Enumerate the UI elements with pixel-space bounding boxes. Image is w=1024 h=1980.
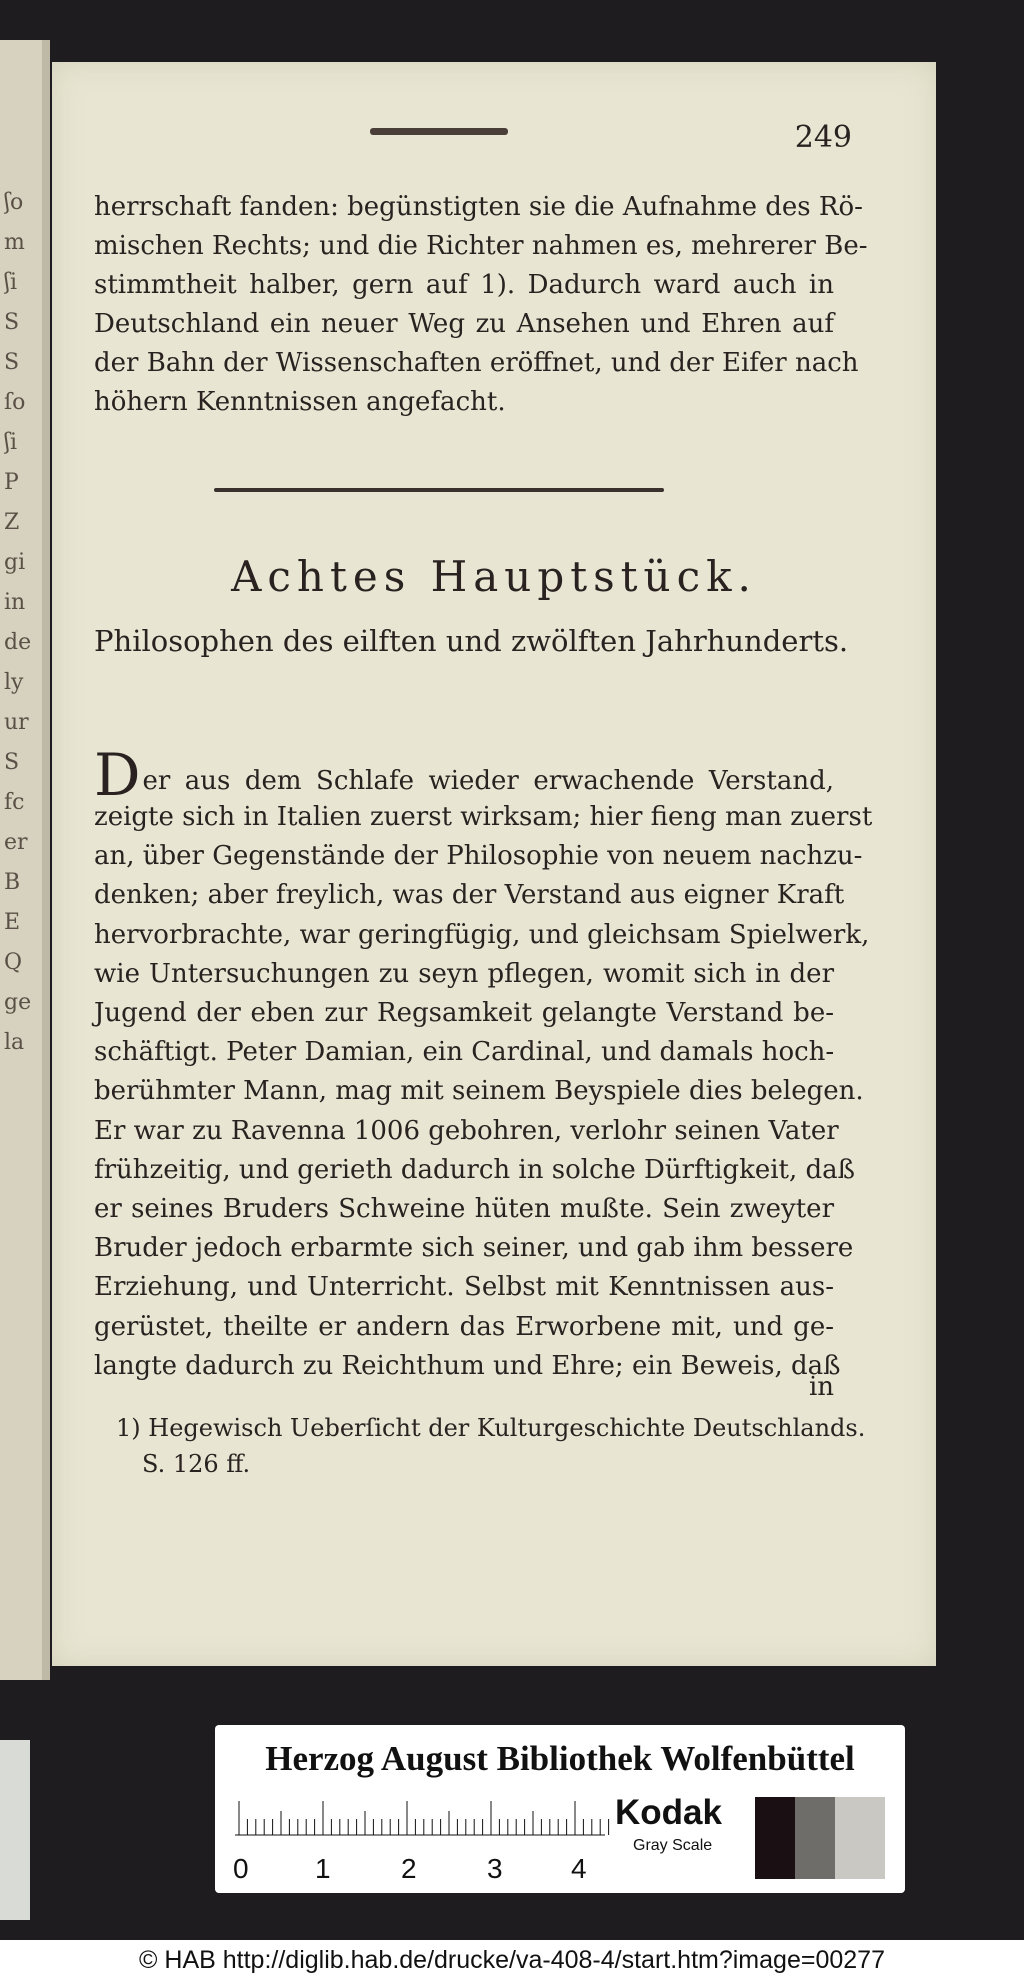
measurement-ruler [235, 1797, 615, 1849]
footnote-reference: S. 126 ff. [142, 1450, 251, 1478]
text-line: stimmtheit halber, gern auf 1). Dadurch ward auch in [94, 270, 834, 300]
header-rule [370, 128, 508, 135]
catchword: in [808, 1372, 834, 1402]
adjacent-page-fragment: S [4, 350, 20, 375]
footnote: 1) Hegewisch Ueberſicht der Kulturgeschichte Deutschlands. [116, 1414, 866, 1442]
text-line: höhern Kenntnissen angefacht. [94, 387, 506, 417]
text-line: hervorbrachte, war geringfügig, und gleichsam Spielwerk, [94, 919, 870, 950]
text-line: mischen Rechts; und die Richter nahmen es, mehrerer Be- [94, 231, 868, 261]
adjacent-page-fragment: la [4, 1030, 25, 1055]
chapter-subtitle: Philosophen des eilften und zwölften Jahrhunderts. [94, 624, 849, 658]
adjacent-page-edge [0, 40, 50, 1680]
color-calibration-card [215, 1725, 905, 1893]
copyright-footer: © HAB http://diglib.hab.de/drucke/va-408-4/start.htm?image=00277 [0, 1940, 1024, 1980]
adjacent-page-fragment: de [4, 630, 32, 655]
text-line: Er war zu Ravenna 1006 gebohren, verlohr seinen Vater [94, 1115, 839, 1146]
text-line: frühzeitig, und gerieth dadurch in solche Dürftigkeit, daß [94, 1154, 856, 1185]
adjacent-page-fragment: er [4, 830, 28, 855]
adjacent-page-fragment: ʃi [4, 430, 18, 455]
adjacent-page-fragment: P [4, 470, 19, 495]
page-number: 249 [794, 120, 852, 155]
text-line: berühmter Mann, mag mit seinem Beyspiele dies belegen. [94, 1076, 864, 1107]
adjacent-page-fragment: in [4, 590, 26, 615]
text-line: der Bahn der Wissenschaften eröffnet, und der Eifer nach [94, 348, 859, 378]
adjacent-page-fragment: ur [4, 710, 29, 735]
adjacent-page-fragment: gi [4, 550, 26, 575]
chapter-title: Achtes Hauptstück. [231, 552, 757, 601]
text-line: schäftigt. Peter Damian, ein Cardinal, und damals hoch- [94, 1037, 835, 1068]
text-line: Bruder jedoch erbarmte sich seiner, und gab ihm bessere [94, 1233, 854, 1264]
first-line-text: er aus dem Schlafe wieder erwachende Verstand, [142, 766, 834, 796]
adjacent-page-fragment: Q [4, 950, 23, 975]
ruler-label: 0 [233, 1853, 249, 1884]
gray-swatch-light [835, 1797, 885, 1879]
adjacent-page-fragment: ʃi [4, 270, 18, 295]
drop-cap: D [94, 741, 141, 809]
ruler-label: 1 [315, 1853, 331, 1884]
gray-swatch-dark [755, 1797, 795, 1879]
text-line: an, über Gegenstände der Philosophie von neuem nachzu- [94, 841, 863, 872]
text-line: Jugend der eben zur Regsamkeit gelangte Verstand be- [94, 998, 834, 1028]
ruler-label: 3 [487, 1853, 503, 1884]
text-line: herrschaft fanden: begünstigten sie die Aufnahme des Rö- [94, 192, 863, 222]
kodak-logo: Kodak [615, 1793, 722, 1832]
text-line: er seines Bruders Schweine hüten mußte. Sein zweyter [94, 1194, 834, 1224]
adjacent-page-fragment: ſo [4, 390, 26, 415]
page-gutter [42, 40, 50, 1680]
gray-scale-label: Gray Scale [633, 1837, 713, 1854]
adjacent-page-fragment: fc [4, 790, 25, 815]
adjacent-page-fragment: S [4, 310, 20, 335]
text-line: denken; aber freylich, was der Verstand aus eigner Kraft [94, 880, 845, 911]
text-line: zeigte sich in Italien zuerst wirksam; hier fieng man zuerst [94, 802, 873, 832]
ruler-label: 2 [401, 1853, 417, 1884]
adjacent-page-fragment: S [4, 750, 20, 775]
text-line: Erziehung, und Unterricht. Selbst mit Kenntnissen aus- [94, 1272, 834, 1303]
text-line: gerüstet, theilte er andern das Erworbene mit, und ge- [94, 1311, 834, 1342]
adjacent-page-fragment: ge [4, 990, 32, 1015]
gray-swatch-mid [795, 1797, 835, 1879]
text-line: langte dadurch zu Reichthum und Ehre; ein Beweis, daß [94, 1350, 841, 1381]
body-first-line [94, 741, 834, 809]
text-line: wie Untersuchungen zu seyn pflegen, womit sich in der [94, 958, 834, 989]
ruler-label: 4 [571, 1853, 587, 1884]
library-name: Herzog August Bibliothek Wolfenbüttel [265, 1739, 855, 1778]
text-line: Deutschland ein neuer Weg zu Ansehen und Ehren auf [94, 309, 834, 339]
book-page [52, 62, 936, 1666]
adjacent-page-fragment: Z [4, 510, 20, 535]
adjacent-page-fragment: ʃo [4, 190, 24, 215]
adjacent-page-fragment: E [4, 910, 21, 935]
adjacent-page-tab [0, 1740, 30, 1920]
section-divider [214, 488, 664, 492]
adjacent-page-fragment: B [4, 870, 21, 895]
adjacent-page-fragment: ly [4, 670, 24, 695]
adjacent-page-fragment: m [4, 230, 25, 255]
